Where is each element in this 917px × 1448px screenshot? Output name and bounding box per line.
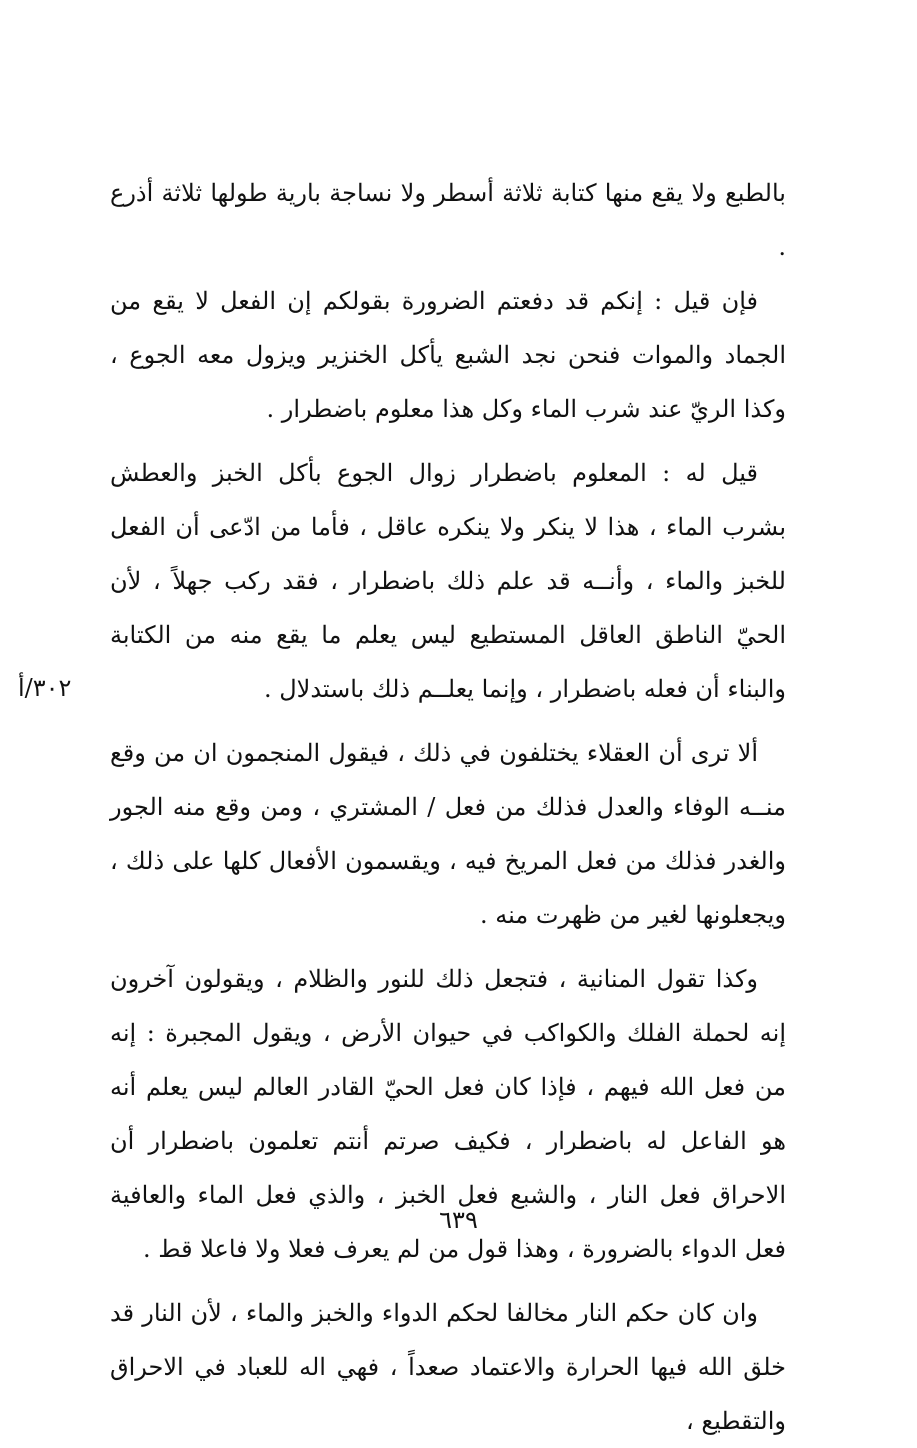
paragraph: وكذا تقول المنانية ، فتجعل ذلك للنور والظلام ، ويقولون آخرون إنه لحملة الفلك والكواكب في حيوان الأرض ، ويقول المجبرة : إنه من فعل الله فيهم ، فإذا كان فعل الحيّ القادر العالم ليس يعلم أنه هو الفاعل له باضطرار ، فكيف صرتم أنتم تعلمون باضطرار أن الاحراق فعل النار ، والشبع فعل الخبز ، والذي فعل الماء والعافية فعل الدواء بالضرورة ، وهذا قول من لم يعرف فعلا ولا فاعلا قط . [110, 965, 786, 1263]
manuscript-folio-note: ٣٠٢/أ [18, 674, 72, 702]
paragraph: ألا ترى أن العقلاء يختلفون في ذلك ، فيقول المنجمون ان من وقع منــه الوفاء والعدل فذلك من فعل / المشتري ، ومن وقع منه الجور والغدر فذلك من فعل المريخ فيه ، ويقسمون الأفعال كلها على ذلك ، ويجعلونها لغير من ظهرت منه . [110, 739, 786, 929]
paragraph: فإن قيل : إنكم قد دفعتم الضرورة بقولكم إن الفعل لا يقع من الجماد والموات فنحن نجد الشبع يأكل الخنزير ويزول معه الجوع ، وكذا الريّ عند شرب الماء وكل هذا معلوم باضطرار . [110, 287, 786, 423]
page-number: ٦٣٩ [439, 1206, 478, 1234]
paragraph: بالطبع ولا يقع منها كتابة ثلاثة أسطر ولا نساجة بارية طولها ثلاثة أذرع . [110, 179, 786, 261]
paragraph: قيل له : المعلوم باضطرار زوال الجوع بأكل الخبز والعطش بشرب الماء ، هذا لا ينكر ولا ينكره عاقل ، فأما من ادّعى أن الفعل للخبز والماء ، وأنــه قد علم ذلك باضطرار ، فقد ركب جهلاً ، لأن الحيّ الناطق العاقل المستطيع ليس يعلم ما يقع منه من الكتابة والبناء أن فعله باضطرار ، وإنما يعلــم ذلك باستدلال . [110, 459, 786, 703]
paragraph: وان كان حكم النار مخالفا لحكم الدواء والخبز والماء ، لأن النار قد خلق الله فيها الحرارة والاعتماد صعداً ، فهي اله للعباد في الاحراق والتقطيع ، [110, 1299, 786, 1435]
body-text [110, 166, 786, 1448]
